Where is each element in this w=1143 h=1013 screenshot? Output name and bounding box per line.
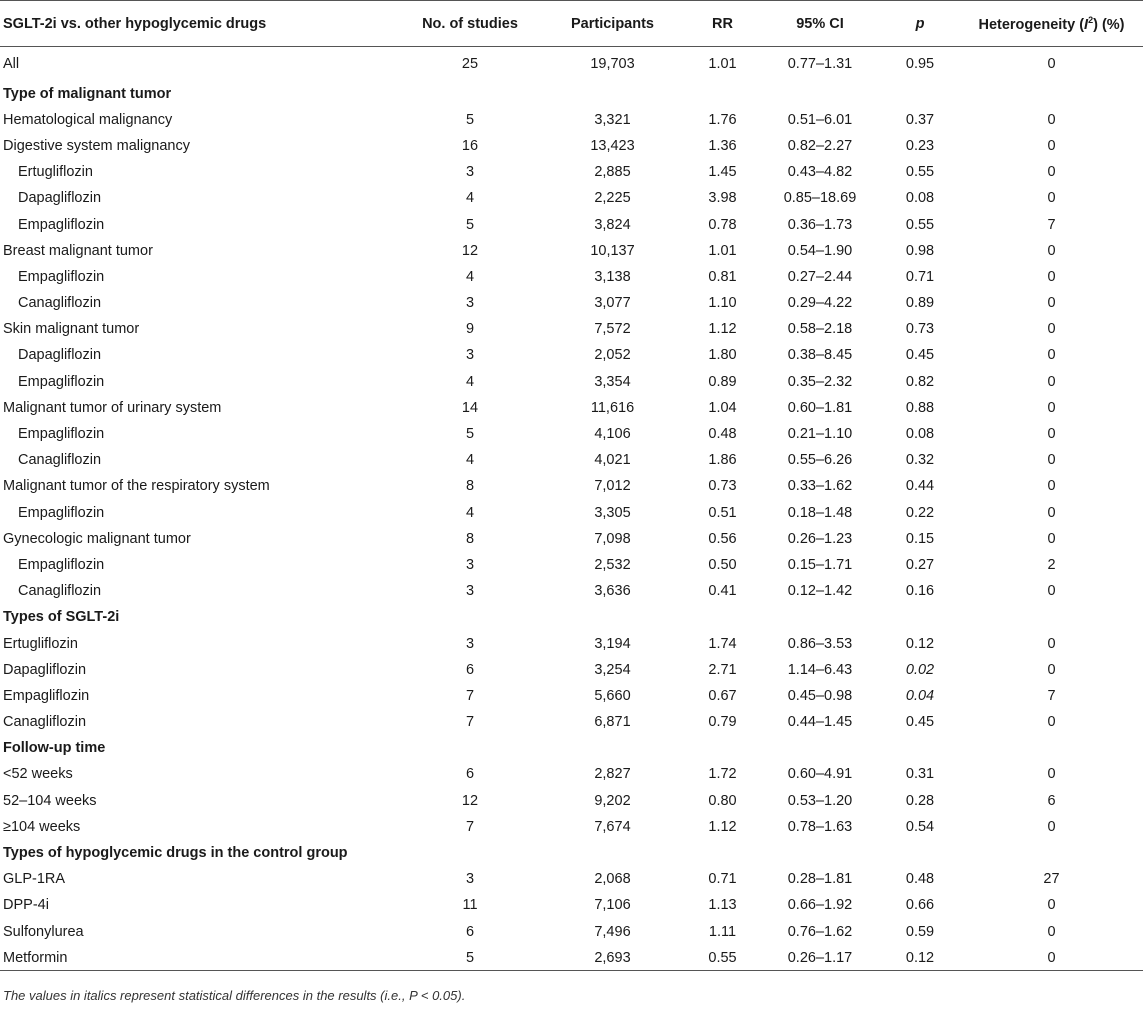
cell-heterogeneity: 0 <box>1047 923 1056 940</box>
cell-ci: 0.58–2.18 <box>787 321 853 338</box>
cell-participants: 2,052 <box>594 347 631 364</box>
cell-heterogeneity: 0 <box>1047 347 1056 364</box>
cell-studies: 5 <box>400 945 540 971</box>
cell-p: 0.45 <box>905 347 935 364</box>
cell-participants: 3,138 <box>594 268 631 285</box>
subgroup-row <box>0 578 1143 604</box>
cell-heterogeneity: 0 <box>1047 714 1056 731</box>
cell-studies: 4 <box>465 373 475 390</box>
cell-participants: 13,423 <box>590 137 635 154</box>
cell-studies: 4 <box>465 504 475 521</box>
cell-ci: 0.60–4.91 <box>787 766 853 783</box>
cell-ci: 0.60–1.81 <box>787 399 853 416</box>
table-header <box>0 1 1143 47</box>
cell-studies: 25 <box>461 55 479 72</box>
cell-participants: 7,098 <box>594 530 631 547</box>
cell-ci: 0.26–1.17 <box>760 945 880 971</box>
cell-heterogeneity: 0 <box>1047 242 1056 259</box>
cell-participants: 3,254 <box>594 661 631 678</box>
cell-label: Dapagliflozin <box>18 347 102 364</box>
cell-label: Digestive system malignancy <box>3 137 190 154</box>
cell-participants: 4,021 <box>594 452 631 469</box>
cell-ci: 0.55–6.26 <box>787 452 853 469</box>
cell-participants: 2,827 <box>594 766 631 783</box>
cell-p: 0.44 <box>905 478 935 495</box>
section-heading: Types of SGLT-2i <box>3 609 120 626</box>
cell-label: Malignant tumor of the respiratory system <box>3 478 270 495</box>
cell-ci: 0.66–1.92 <box>787 897 853 914</box>
cell-p: 0.98 <box>905 242 935 259</box>
cell-p: 0.66 <box>905 897 935 914</box>
cell-label: Canagliflozin <box>18 452 102 469</box>
section-heading: Follow-up time <box>3 740 106 757</box>
cell-label: Hematological malignancy <box>3 111 173 128</box>
cell-p: 0.22 <box>905 504 935 521</box>
cell-p: 0.95 <box>905 55 935 72</box>
cell-rr: 0.50 <box>708 556 737 573</box>
cell-participants: 3,354 <box>594 373 631 390</box>
table-row <box>0 630 1143 656</box>
cell-label: Skin malignant tumor <box>3 321 140 338</box>
table-row <box>0 945 1143 971</box>
cell-rr: 1.45 <box>708 164 737 181</box>
cell-rr: 1.01 <box>708 55 737 72</box>
cell-heterogeneity: 0 <box>1047 818 1056 835</box>
cell-studies: 4 <box>465 190 475 207</box>
cell-rr: 3.98 <box>708 190 737 207</box>
cell-heterogeneity: 0 <box>1047 452 1056 469</box>
cell-participants: 7,496 <box>594 923 631 940</box>
cell-rr: 0.56 <box>708 530 737 547</box>
cell-p: 0.73 <box>905 321 935 338</box>
cell-participants: 5,660 <box>594 687 631 704</box>
subgroup-row <box>0 264 1143 290</box>
cell-studies: 6 <box>465 923 475 940</box>
cell-rr: 1.72 <box>708 766 737 783</box>
subgroup-row <box>0 552 1143 578</box>
header-heterogeneity-sup: 2 <box>1088 14 1094 25</box>
cell-ci: 0.26–1.23 <box>787 530 853 547</box>
table-row <box>0 919 1143 945</box>
cell-rr: 0.78 <box>708 216 737 233</box>
cell-label: DPP-4i <box>3 897 49 914</box>
cell-rr: 0.67 <box>708 687 737 704</box>
cell-participants: 3,077 <box>594 295 631 312</box>
cell-p: 0.02 <box>905 661 935 678</box>
header-ci: 95% CI <box>760 1 880 47</box>
cell-heterogeneity: 0 <box>1047 583 1056 600</box>
cell-p: 0.28 <box>905 792 935 809</box>
cell-p: 0.15 <box>905 530 935 547</box>
cell-heterogeneity: 27 <box>1043 871 1060 888</box>
cell-heterogeneity: 0 <box>1047 295 1056 312</box>
table-row <box>0 866 1143 892</box>
cell-rr: 1.11 <box>708 923 737 940</box>
cell-rr: 0.79 <box>708 714 737 731</box>
cell-ci: 0.86–3.53 <box>787 635 853 652</box>
header-heterogeneity-i: I <box>1084 16 1089 33</box>
cell-p: 0.04 <box>905 687 935 704</box>
cell-ci: 0.43–4.82 <box>787 164 853 181</box>
cell-rr: 1.04 <box>708 399 737 416</box>
cell-ci: 0.76–1.62 <box>787 923 853 940</box>
subgroup-row <box>0 421 1143 447</box>
cell-p: 0.88 <box>905 399 935 416</box>
cell-label: 52–104 weeks <box>3 792 97 809</box>
cell-ci: 0.54–1.90 <box>787 242 853 259</box>
cell-label: Empagliflozin <box>3 687 90 704</box>
cell-participants: 2,225 <box>594 190 631 207</box>
cell-participants: 2,532 <box>594 556 631 573</box>
cell-studies: 7 <box>465 818 475 835</box>
cell-p: 0.59 <box>905 923 935 940</box>
cell-label: Empagliflozin <box>18 373 105 390</box>
cell-ci: 0.21–1.10 <box>787 426 853 443</box>
cell-ci: 0.18–1.48 <box>787 504 853 521</box>
cell-studies: 8 <box>465 530 475 547</box>
cell-studies: 3 <box>465 583 475 600</box>
cell-rr: 0.55 <box>685 945 760 971</box>
cell-studies: 6 <box>465 661 475 678</box>
cell-p: 0.55 <box>905 164 935 181</box>
cell-p: 0.55 <box>905 216 935 233</box>
subgroup-row <box>0 342 1143 368</box>
cell-rr: 0.51 <box>708 504 737 521</box>
table-row <box>0 47 1143 81</box>
cell-studies: 3 <box>465 871 475 888</box>
cell-heterogeneity: 7 <box>1047 687 1056 704</box>
cell-label: Empagliflozin <box>18 216 105 233</box>
cell-rr: 1.01 <box>708 242 737 259</box>
cell-heterogeneity: 0 <box>1047 530 1056 547</box>
cell-participants: 3,305 <box>594 504 631 521</box>
section-heading: Type of malignant tumor <box>3 85 172 102</box>
cell-studies: 14 <box>461 399 479 416</box>
cell-heterogeneity: 0 <box>960 945 1143 971</box>
cell-participants: 2,068 <box>594 871 631 888</box>
cell-rr: 0.71 <box>708 871 737 888</box>
cell-studies: 8 <box>465 478 475 495</box>
cell-heterogeneity: 0 <box>1047 399 1056 416</box>
cell-heterogeneity: 0 <box>1047 137 1056 154</box>
cell-rr: 1.76 <box>708 111 737 128</box>
cell-label: Empagliflozin <box>18 504 105 521</box>
header-heterogeneity-pre: Heterogeneity ( <box>978 16 1085 33</box>
cell-ci: 0.82–2.27 <box>787 137 853 154</box>
cell-label: Empagliflozin <box>18 426 105 443</box>
cell-p: 0.82 <box>905 373 935 390</box>
cell-heterogeneity: 0 <box>1047 268 1056 285</box>
cell-ci: 0.38–8.45 <box>787 347 853 364</box>
cell-participants: 4,106 <box>594 426 631 443</box>
section-heading-row <box>0 735 1143 761</box>
cell-p: 0.08 <box>905 426 935 443</box>
cell-p: 0.12 <box>905 635 935 652</box>
section-heading-row <box>0 604 1143 630</box>
table-row <box>0 683 1143 709</box>
cell-p: 0.27 <box>905 556 935 573</box>
cell-studies: 7 <box>465 714 475 731</box>
cell-heterogeneity: 0 <box>1047 897 1056 914</box>
cell-rr: 1.86 <box>708 452 737 469</box>
cell-participants: 7,106 <box>594 897 631 914</box>
cell-ci: 0.45–0.98 <box>787 687 853 704</box>
cell-heterogeneity: 0 <box>1047 164 1056 181</box>
cell-studies: 16 <box>461 137 479 154</box>
cell-participants: 2,885 <box>594 164 631 181</box>
cell-studies: 12 <box>461 242 479 259</box>
cell-ci: 0.33–1.62 <box>787 478 853 495</box>
cell-label: Breast malignant tumor <box>3 242 153 259</box>
header-studies: No. of studies <box>400 1 540 47</box>
cell-ci: 0.44–1.45 <box>787 714 853 731</box>
cell-label: ≥104 weeks <box>3 818 81 835</box>
cell-participants: 11,616 <box>590 399 635 416</box>
cell-studies: 3 <box>465 295 475 312</box>
cell-ci: 1.14–6.43 <box>787 661 853 678</box>
table-row <box>0 133 1143 159</box>
cell-ci: 0.53–1.20 <box>787 792 853 809</box>
cell-heterogeneity: 2 <box>1047 556 1056 573</box>
cell-heterogeneity: 0 <box>1047 661 1056 678</box>
cell-heterogeneity: 0 <box>1047 321 1056 338</box>
cell-label: Canagliflozin <box>18 583 102 600</box>
cell-heterogeneity: 0 <box>1047 190 1056 207</box>
table-row <box>0 657 1143 683</box>
cell-participants: 7,674 <box>594 818 631 835</box>
cell-rr: 0.89 <box>708 373 737 390</box>
cell-label: Dapagliflozin <box>3 661 87 678</box>
cell-label: Ertugliflozin <box>18 164 93 181</box>
cell-studies: 9 <box>465 321 475 338</box>
header-comparison: SGLT-2i vs. other hypoglycemic drugs <box>0 1 400 47</box>
subgroup-row <box>0 500 1143 526</box>
cell-rr: 1.13 <box>708 897 737 914</box>
cell-participants: 19,703 <box>590 55 635 72</box>
cell-studies: 4 <box>465 268 475 285</box>
cell-participants: 3,194 <box>594 635 631 652</box>
cell-studies: 7 <box>465 687 475 704</box>
cell-heterogeneity: 0 <box>1047 373 1056 390</box>
subgroup-row <box>0 211 1143 237</box>
header-participants: Participants <box>540 1 685 47</box>
section-heading: Types of hypoglycemic drugs in the control group <box>3 845 348 862</box>
cell-p: 0.16 <box>905 583 935 600</box>
cell-studies: 6 <box>465 766 475 783</box>
table-footnote: The values in italics represent statistical differences in the results (i.e., P < 0.05). <box>3 988 466 1003</box>
cell-label: Gynecologic malignant tumor <box>3 530 191 547</box>
cell-ci: 0.85–18.69 <box>783 190 857 207</box>
cell-heterogeneity: 7 <box>1047 216 1056 233</box>
cell-ci: 0.29–4.22 <box>787 295 853 312</box>
cell-label: Malignant tumor of urinary system <box>3 399 222 416</box>
cell-label: Canagliflozin <box>18 295 102 312</box>
table-row <box>0 316 1143 342</box>
cell-ci: 0.77–1.31 <box>787 55 853 72</box>
cell-rr: 2.71 <box>708 661 737 678</box>
cell-ci: 0.15–1.71 <box>787 556 853 573</box>
cell-rr: 0.48 <box>708 426 737 443</box>
cell-p: 0.71 <box>905 268 935 285</box>
header-heterogeneity-post: ) (%) <box>1093 16 1125 33</box>
cell-ci: 0.28–1.81 <box>787 871 853 888</box>
subgroup-row <box>0 159 1143 185</box>
cell-participants: 7,012 <box>594 478 631 495</box>
cell-p: 0.45 <box>905 714 935 731</box>
cell-label: Empagliflozin <box>18 268 105 285</box>
cell-studies: 4 <box>465 452 475 469</box>
cell-p: 0.31 <box>905 766 935 783</box>
cell-label: GLP-1RA <box>3 871 66 888</box>
cell-participants: 6,871 <box>594 714 631 731</box>
cell-ci: 0.12–1.42 <box>787 583 853 600</box>
section-heading-row <box>0 81 1143 107</box>
cell-participants: 3,824 <box>594 216 631 233</box>
cell-participants: 7,572 <box>594 321 631 338</box>
cell-label: All <box>3 55 20 72</box>
subgroup-row <box>0 369 1143 395</box>
cell-heterogeneity: 0 <box>1047 635 1056 652</box>
cell-label: <52 weeks <box>3 766 73 783</box>
table-row <box>0 709 1143 735</box>
table-body <box>0 47 1143 971</box>
section-heading-row <box>0 840 1143 866</box>
cell-ci: 0.36–1.73 <box>787 216 853 233</box>
cell-studies: 5 <box>465 216 475 233</box>
cell-participants: 2,693 <box>540 945 685 971</box>
cell-rr: 1.80 <box>708 347 737 364</box>
cell-label: Metformin <box>0 945 400 971</box>
subgroup-row <box>0 185 1143 211</box>
subgroup-row <box>0 290 1143 316</box>
cell-participants: 9,202 <box>594 792 631 809</box>
cell-p: 0.89 <box>905 295 935 312</box>
table-row <box>0 761 1143 787</box>
cell-label: Dapagliflozin <box>18 190 102 207</box>
cell-heterogeneity: 0 <box>1047 426 1056 443</box>
subgroup-row <box>0 447 1143 473</box>
cell-ci: 0.35–2.32 <box>787 373 853 390</box>
cell-studies: 5 <box>465 426 475 443</box>
cell-heterogeneity: 0 <box>1047 111 1056 128</box>
cell-rr: 1.12 <box>708 321 737 338</box>
cell-participants: 3,321 <box>594 111 631 128</box>
cell-ci: 0.78–1.63 <box>787 818 853 835</box>
cell-label: Sulfonylurea <box>3 923 84 940</box>
cell-rr: 1.36 <box>708 137 737 154</box>
table-row <box>0 526 1143 552</box>
table-row <box>0 238 1143 264</box>
cell-rr: 0.73 <box>708 478 737 495</box>
cell-rr: 0.81 <box>708 268 737 285</box>
table-row <box>0 788 1143 814</box>
cell-rr: 1.10 <box>708 295 737 312</box>
cell-label: Ertugliflozin <box>3 635 78 652</box>
cell-studies: 11 <box>462 897 478 914</box>
cell-participants: 10,137 <box>590 242 635 259</box>
cell-heterogeneity: 0 <box>1047 478 1056 495</box>
table-row <box>0 892 1143 918</box>
cell-studies: 5 <box>465 111 475 128</box>
cell-studies: 3 <box>465 635 475 652</box>
cell-heterogeneity: 0 <box>1047 55 1056 72</box>
table-row <box>0 395 1143 421</box>
table-row <box>0 107 1143 133</box>
cell-rr: 1.12 <box>708 818 737 835</box>
table-row <box>0 473 1143 499</box>
cell-ci: 0.51–6.01 <box>787 111 853 128</box>
cell-rr: 1.74 <box>708 635 737 652</box>
cell-p: 0.12 <box>880 945 960 971</box>
cell-studies: 3 <box>465 347 475 364</box>
cell-p: 0.37 <box>905 111 935 128</box>
cell-heterogeneity: 6 <box>1047 792 1056 809</box>
header-heterogeneity <box>960 1 1143 47</box>
cell-heterogeneity: 0 <box>1047 504 1056 521</box>
header-row <box>0 1 1143 47</box>
cell-p: 0.23 <box>905 137 935 154</box>
cell-p: 0.54 <box>905 818 935 835</box>
header-p: p <box>880 1 960 47</box>
cell-rr: 0.41 <box>708 583 737 600</box>
cell-studies: 3 <box>465 556 475 573</box>
header-rr: RR <box>685 1 760 47</box>
cell-studies: 12 <box>461 792 479 809</box>
cell-ci: 0.27–2.44 <box>787 268 853 285</box>
cell-label: Canagliflozin <box>3 714 87 731</box>
cell-participants: 3,636 <box>594 583 631 600</box>
cell-heterogeneity: 0 <box>1047 766 1056 783</box>
cell-p: 0.32 <box>905 452 935 469</box>
cell-label: Empagliflozin <box>18 556 105 573</box>
cell-p: 0.48 <box>905 871 935 888</box>
cell-rr: 0.80 <box>708 792 737 809</box>
cell-p: 0.08 <box>905 190 935 207</box>
table-row <box>0 814 1143 840</box>
cell-studies: 3 <box>465 164 475 181</box>
